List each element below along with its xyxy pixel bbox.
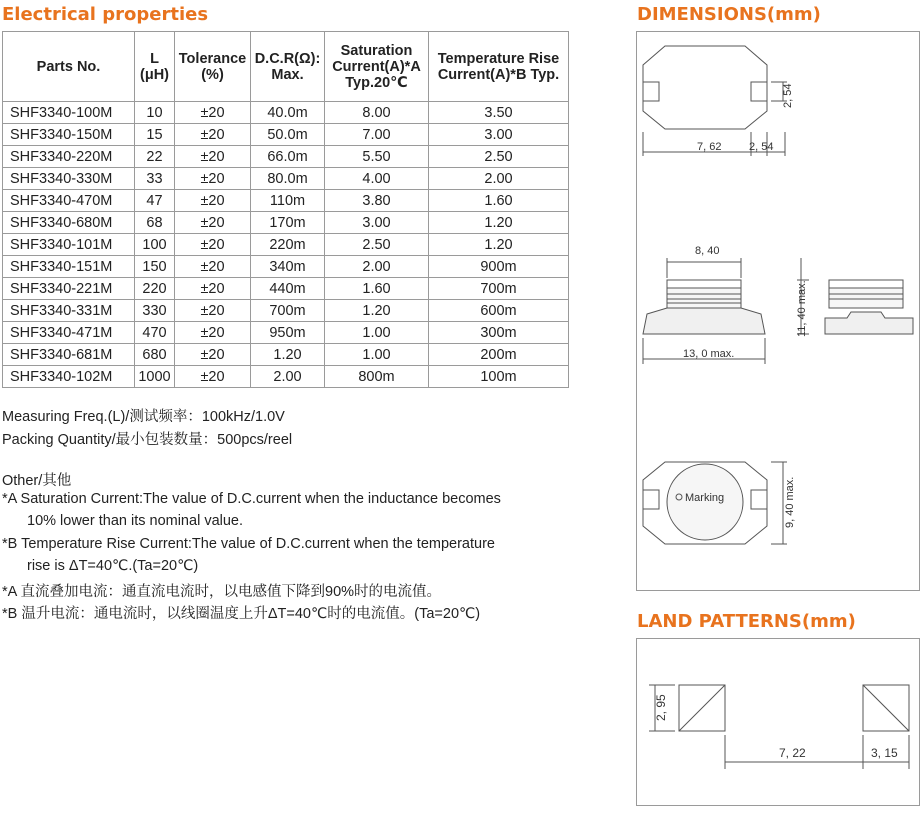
measuring-frequency-note: Measuring Freq.(L)/测试频率：100kHz/1.0V (2, 409, 285, 425)
table-row (3, 190, 569, 212)
table-cell: 170m (251, 212, 325, 234)
dimensions-panel (636, 31, 920, 591)
side-width-label: 13, 0 max. (683, 348, 735, 360)
table-cell: 2.00 (429, 168, 569, 190)
table-cell: ±20 (175, 322, 251, 344)
table-cell: 1.00 (325, 322, 429, 344)
table-cell: 200m (429, 344, 569, 366)
table-cell: 4.00 (325, 168, 429, 190)
table-cell: 440m (251, 278, 325, 300)
table-cell: 1.20 (325, 300, 429, 322)
table-cell: SHF3340-151M (3, 256, 135, 278)
table-cell: 10 (135, 102, 175, 124)
table-cell: 3.50 (429, 102, 569, 124)
electrical-properties-title: Electrical properties (2, 4, 209, 25)
table-cell: 8.00 (325, 102, 429, 124)
packing-quantity-note: Packing Quantity/最小包装数量：500pcs/reel (2, 432, 293, 448)
table-cell: 900m (429, 256, 569, 278)
table-cell: SHF3340-680M (3, 212, 135, 234)
table-cell: ±20 (175, 256, 251, 278)
dimensions-drawing (637, 32, 919, 590)
note-b-english-line2: rise is ΔT=40℃.(Ta=20℃) (27, 558, 199, 574)
land-patterns-title: LAND PATTERNS(mm) (637, 611, 856, 632)
header-dcr: D.C.R(Ω): Max. (251, 32, 325, 102)
table-cell: SHF3340-470M (3, 190, 135, 212)
table-row (3, 344, 569, 366)
land-gap-label: 7, 22 (779, 746, 806, 760)
table-cell: 50.0m (251, 124, 325, 146)
table-cell: 1.00 (325, 344, 429, 366)
table-cell: ±20 (175, 212, 251, 234)
land-pad-height-label: 2, 95 (654, 694, 668, 721)
table-cell: 2.50 (429, 146, 569, 168)
table-cell: 700m (251, 300, 325, 322)
header-temperature-rise-current: Temperature Rise Current(A)*B Typ. (429, 32, 569, 102)
table-cell: ±20 (175, 124, 251, 146)
table-cell: ±20 (175, 146, 251, 168)
table-row (3, 366, 569, 388)
top-view-drawing (643, 46, 787, 156)
table-cell: 150 (135, 256, 175, 278)
table-cell: ±20 (175, 102, 251, 124)
table-cell: 800m (325, 366, 429, 388)
table-row (3, 278, 569, 300)
table-cell: 220 (135, 278, 175, 300)
table-cell: 300m (429, 322, 569, 344)
table-cell: ±20 (175, 366, 251, 388)
table-header-row (3, 32, 569, 102)
header-part-no: Parts No. (3, 32, 135, 102)
table-cell: SHF3340-220M (3, 146, 135, 168)
table-row (3, 168, 569, 190)
table-cell: 2.50 (325, 234, 429, 256)
table-cell: 7.00 (325, 124, 429, 146)
side-height-label: 11, 40 max. (796, 280, 808, 337)
table-cell: 340m (251, 256, 325, 278)
marking-label: Marking (685, 492, 725, 504)
table-cell: 1.20 (429, 212, 569, 234)
top-pad-height-label: 2, 54 (782, 83, 794, 108)
table-row (3, 256, 569, 278)
table-cell: 950m (251, 322, 325, 344)
table-cell: SHF3340-681M (3, 344, 135, 366)
table-row (3, 212, 569, 234)
side-top-width-label: 8, 40 (695, 245, 720, 257)
table-cell: 68 (135, 212, 175, 234)
table-cell: 22 (135, 146, 175, 168)
table-cell: 3.00 (429, 124, 569, 146)
table-cell: SHF3340-471M (3, 322, 135, 344)
table-cell: 100m (429, 366, 569, 388)
dimensions-title: DIMENSIONS(mm) (637, 4, 821, 25)
table-cell: 5.50 (325, 146, 429, 168)
table-cell: 66.0m (251, 146, 325, 168)
table-cell: 700m (429, 278, 569, 300)
table-cell: SHF3340-330M (3, 168, 135, 190)
header-saturation-current: Saturation Current(A)*A Typ.20℃ (325, 32, 429, 102)
table-cell: 100 (135, 234, 175, 256)
table-cell: SHF3340-221M (3, 278, 135, 300)
note-a-english-line2: 10% lower than its nominal value. (27, 513, 244, 529)
electrical-spec-table (2, 31, 569, 388)
table-cell: 220m (251, 234, 325, 256)
note-b-english-line1: *B Temperature Rise Current:The value of D.C.current when the temperature (2, 536, 495, 552)
note-a-english-line1: *A Saturation Current:The value of D.C.current when the inductance becomes (2, 491, 501, 507)
table-cell: 1.20 (429, 234, 569, 256)
table-cell: SHF3340-102M (3, 366, 135, 388)
table-row (3, 102, 569, 124)
table-cell: 1.20 (251, 344, 325, 366)
table-row (3, 146, 569, 168)
table-cell: SHF3340-101M (3, 234, 135, 256)
table-cell: ±20 (175, 344, 251, 366)
table-cell: 600m (429, 300, 569, 322)
table-cell: ±20 (175, 278, 251, 300)
table-cell: 15 (135, 124, 175, 146)
header-inductance: L (μH) (135, 32, 175, 102)
table-cell: 33 (135, 168, 175, 190)
note-b-chinese: *B 温升电流：通电流时，以线圈温度上升ΔT=40℃时的电流值。(Ta=20℃) (2, 606, 481, 622)
land-patterns-drawing (637, 639, 919, 805)
table-cell: 3.00 (325, 212, 429, 234)
table-cell: 40.0m (251, 102, 325, 124)
table-cell: 2.00 (251, 366, 325, 388)
table-cell: ±20 (175, 300, 251, 322)
table-row (3, 124, 569, 146)
land-pad-width-label: 3, 15 (871, 746, 898, 760)
table-cell: ±20 (175, 234, 251, 256)
table-cell: 110m (251, 190, 325, 212)
table-cell: 470 (135, 322, 175, 344)
table-cell: 1.60 (325, 278, 429, 300)
table-cell: ±20 (175, 168, 251, 190)
table-cell: SHF3340-100M (3, 102, 135, 124)
table-cell: 680 (135, 344, 175, 366)
bottom-height-label: 9, 40 max. (784, 476, 796, 528)
table-cell: SHF3340-331M (3, 300, 135, 322)
table-cell: 330 (135, 300, 175, 322)
note-a-chinese: *A 直流叠加电流：通直流电流时，以电感值下降到90%时的电流值。 (2, 584, 442, 600)
table-cell: 80.0m (251, 168, 325, 190)
table-cell: SHF3340-150M (3, 124, 135, 146)
table-row (3, 234, 569, 256)
table-row (3, 322, 569, 344)
table-cell: 2.00 (325, 256, 429, 278)
header-tolerance: Tolerance (%) (175, 32, 251, 102)
other-heading: Other/其他 (2, 473, 72, 489)
table-row (3, 300, 569, 322)
top-width-label: 7, 62 (697, 141, 722, 153)
table-cell: ±20 (175, 190, 251, 212)
table-cell: 1000 (135, 366, 175, 388)
table-cell: 1.60 (429, 190, 569, 212)
table-cell: 3.80 (325, 190, 429, 212)
table-cell: 47 (135, 190, 175, 212)
land-patterns-panel (636, 638, 920, 806)
top-pad-width-label: 2, 54 (749, 141, 774, 153)
